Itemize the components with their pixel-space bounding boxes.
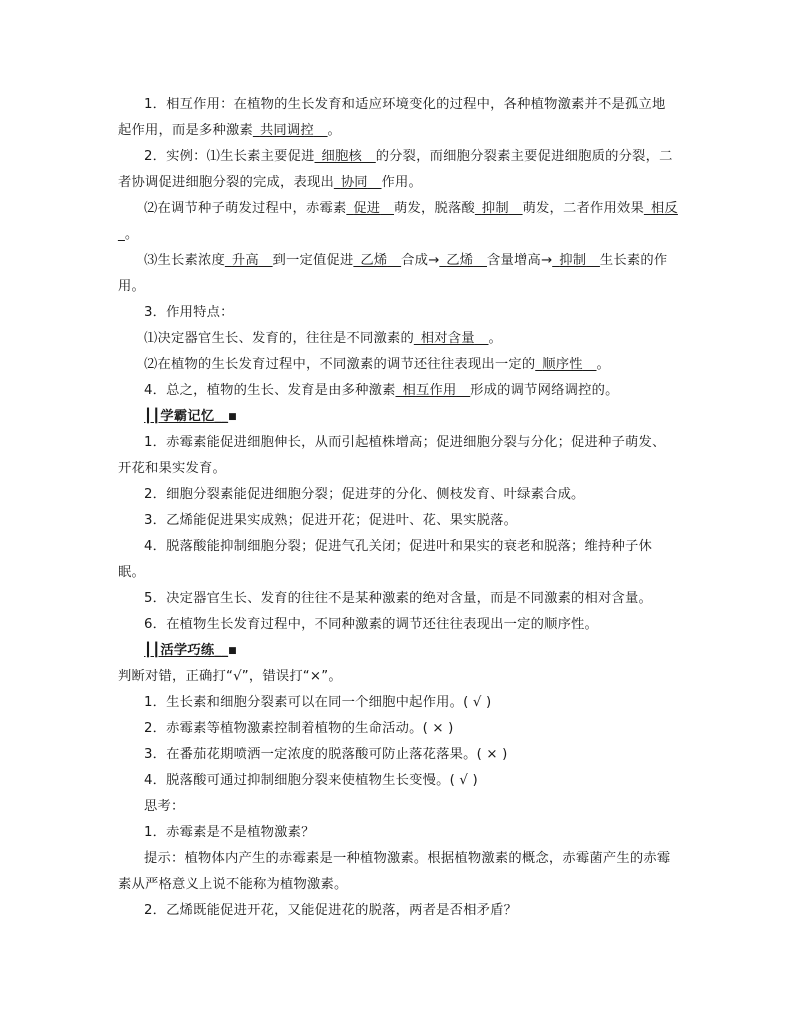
section-memory-title: 学霸记忆 [160,409,215,424]
practice-item-1: 1．生长素和细胞分裂素可以在同一个细胞中起作用。( √ ) [144,695,492,710]
memory-item-5: 5．决定器官生长、发育的往往不是某种激素的绝对含量，而是不同激素的相对含量。 [144,591,653,606]
square-bullet-icon: ■ [228,412,237,422]
section-practice-title: 活学巧练 [160,643,215,658]
square-bullet-icon: ■ [228,646,237,656]
section-heading-memory: ┃┃学霸记忆__■ [144,409,237,424]
practice-intro: 判断对错，正确打“√”，错误打“×”。 [118,669,342,684]
paragraph-feature-2: ⑵在植物的生长发育过程中，不同激素的调节还往往表现出一定的_顺序性__。 [144,357,610,372]
practice-item-3: 3．在番茄花期喷洒一定浓度的脱落酸可防止落花落果。( × ) [144,747,508,762]
memory-item-4: 4．脱落酸能抑制细胞分裂；促进气孔关闭；促进叶和果实的衰老和脱落；维持种子休眠。 [118,539,653,580]
think-question-1: 1．赤霉素是不是植物激素？ [144,825,315,840]
practice-item-2: 2．赤霉素等植物激素控制着植物的生命活动。( × ) [144,721,454,736]
paragraph-summary: 4．总之，植物的生长、发育是由多种激素_相互作用__形成的调节网络调控的。 [144,383,619,398]
memory-item-6: 6．在植物生长发育过程中，不同种激素的调节还往往表现出一定的顺序性。 [144,617,599,632]
paragraph-interaction: 1．相互作用：在植物的生长发育和适应环境变化的过程中，各种植物激素并不是孤立地起作用，而是多种激素_共同调控__。 [118,97,666,138]
paragraph-example-3: ⑶生长素浓度_升高__到一定值促进_乙烯__合成→_乙烯__含量增高→_抑制__生长素的作用。 [118,253,668,294]
memory-item-2: 2．细胞分裂素能促进细胞分裂；促进芽的分化、侧枝发育、叶绿素合成。 [144,487,585,502]
memory-item-3: 3．乙烯能促进果实成熟；促进开花；促进叶、花、果实脱落。 [144,513,518,528]
think-answer-1: 提示：植物体内产生的赤霉素是一种植物激素。根据植物激素的概念，赤霉菌产生的赤霉素从严格意义上说不能称为植物激素。 [118,851,671,892]
paragraph-feature-1: ⑴决定器官生长、发育的，往往是不同激素的_相对含量__。 [144,331,502,346]
document-body [118,92,678,924]
practice-item-4: 4．脱落酸可通过抑制细胞分裂来使植物生长变慢。( √ ) [144,773,478,788]
heading-features: 3．作用特点： [144,305,234,320]
paragraph-example-1: 2．实例：⑴生长素主要促进_细胞核__的分裂，而细胞分裂素主要促进细胞质的分裂，二者协调促进细胞分裂的完成，表现出_协同__作用。 [118,149,673,190]
memory-item-1: 1．赤霉素能促进细胞伸长，从而引起植株增高；促进细胞分裂与分化；促进种子萌发、开花和果实发育。 [118,435,666,476]
think-question-2: 2．乙烯既能促进开花，又能促进花的脱落，两者是否相矛盾？ [144,903,518,918]
think-label: 思考： [144,799,185,814]
section-heading-practice: ┃┃活学巧练__■ [144,643,237,658]
paragraph-example-2: ⑵在调节种子萌发过程中，赤霉素_促进__萌发，脱落酸_抑制__萌发，二者作用效果_相反_。 [118,201,678,242]
